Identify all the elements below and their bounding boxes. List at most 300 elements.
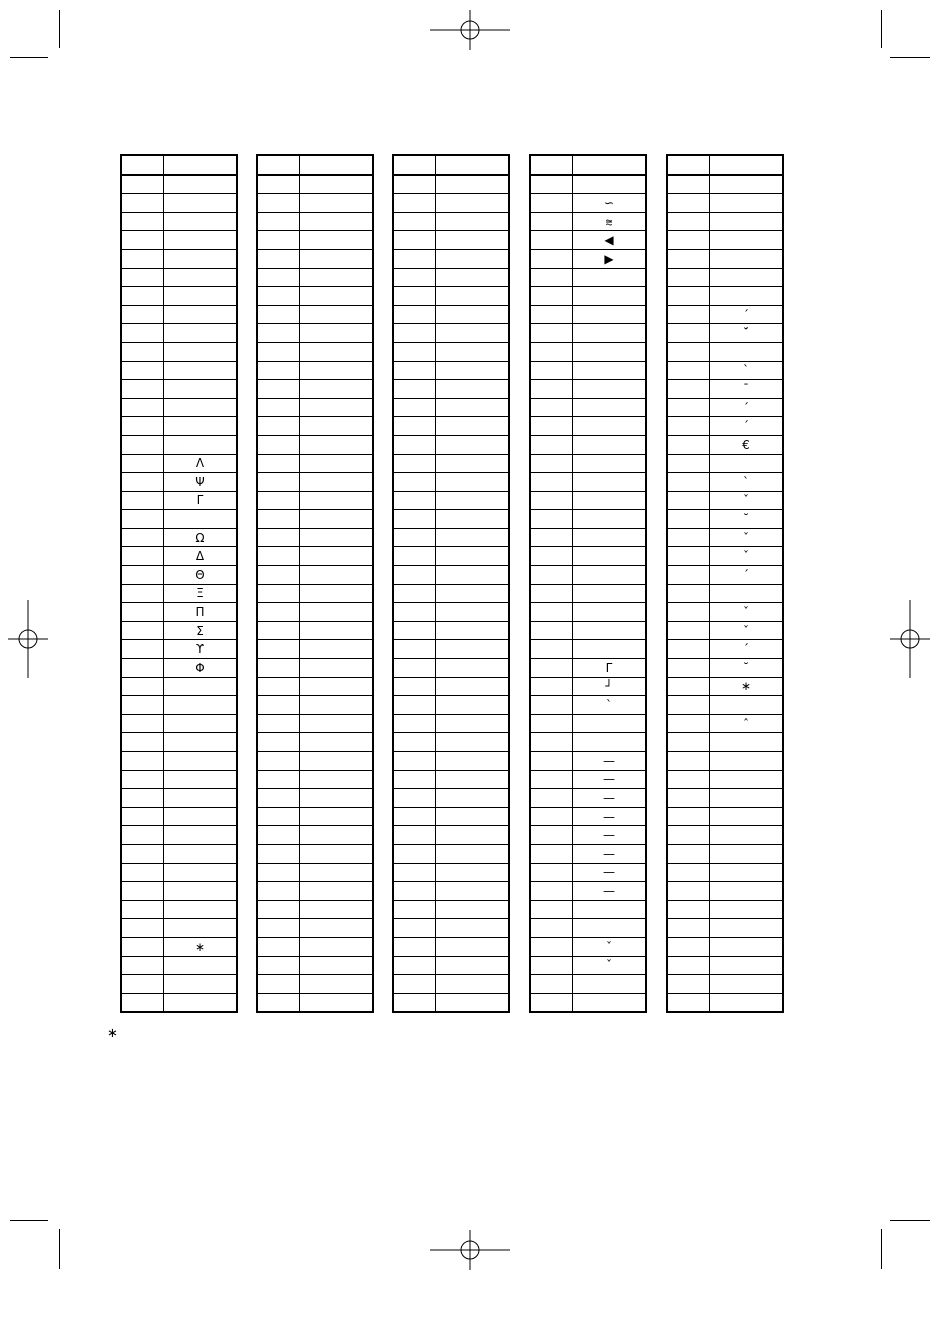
character-cell: —	[573, 826, 647, 845]
table-row	[530, 547, 646, 566]
table-row	[257, 324, 373, 343]
character-cell: ˊ	[710, 640, 784, 659]
table-row	[393, 863, 509, 882]
table-row	[530, 194, 646, 213]
code-cell	[393, 789, 436, 808]
table-row	[530, 900, 646, 919]
character-cell: ⩬	[573, 212, 647, 231]
code-cell	[530, 733, 573, 752]
code-cell	[530, 714, 573, 733]
character-cell	[436, 398, 510, 417]
character-cell	[300, 807, 374, 826]
code-cell	[121, 491, 164, 510]
code-cell	[667, 287, 710, 306]
code-cell	[667, 882, 710, 901]
registration-mark-left-icon	[8, 600, 48, 678]
code-cell	[667, 975, 710, 994]
registration-mark-bottom-icon	[430, 1230, 510, 1270]
table-row	[530, 621, 646, 640]
code-cell	[393, 640, 436, 659]
code-cell	[257, 900, 300, 919]
table-header-row	[530, 155, 646, 175]
character-cell	[164, 417, 238, 436]
table-row	[257, 659, 373, 678]
code-cell	[667, 510, 710, 529]
character-cell	[164, 194, 238, 213]
table-row	[121, 993, 237, 1012]
table-row	[530, 212, 646, 231]
character-cell: Σ	[164, 621, 238, 640]
code-cell	[121, 510, 164, 529]
table-row	[530, 844, 646, 863]
character-cell	[300, 789, 374, 808]
character-cell: —	[573, 770, 647, 789]
table-row	[393, 621, 509, 640]
character-cell	[300, 473, 374, 492]
character-cell: ┘	[573, 677, 647, 696]
code-cell	[667, 770, 710, 789]
code-cell	[257, 863, 300, 882]
character-cell	[300, 993, 374, 1012]
character-cell	[164, 175, 238, 194]
table-row	[121, 510, 237, 529]
table-row	[121, 603, 237, 622]
table-row	[393, 677, 509, 696]
character-cell: ˋ	[710, 473, 784, 492]
table-row	[530, 937, 646, 956]
character-cell	[573, 640, 647, 659]
character-cell	[436, 249, 510, 268]
code-cell	[667, 733, 710, 752]
code-cell	[667, 659, 710, 678]
table-row	[121, 770, 237, 789]
code-cell	[667, 696, 710, 715]
character-cell	[300, 547, 374, 566]
character-cell	[300, 287, 374, 306]
table-row	[393, 212, 509, 231]
character-cell	[710, 342, 784, 361]
table-row	[530, 603, 646, 622]
character-cell: Ω	[164, 528, 238, 547]
table-row	[257, 584, 373, 603]
table-row	[667, 937, 783, 956]
character-cell	[436, 826, 510, 845]
table-row	[393, 919, 509, 938]
character-cell	[436, 807, 510, 826]
code-cell	[667, 175, 710, 194]
table-row	[530, 752, 646, 771]
table-row	[530, 380, 646, 399]
code-cell	[530, 956, 573, 975]
code-cell	[257, 491, 300, 510]
character-cell	[164, 268, 238, 287]
code-cell	[393, 231, 436, 250]
code-cell	[393, 361, 436, 380]
table-row	[530, 361, 646, 380]
code-cell	[667, 919, 710, 938]
character-cell	[300, 621, 374, 640]
character-cell	[300, 937, 374, 956]
table-row	[257, 491, 373, 510]
table-row	[530, 640, 646, 659]
table-row	[393, 993, 509, 1012]
code-cell	[393, 528, 436, 547]
table-row	[667, 603, 783, 622]
character-cell: —	[573, 863, 647, 882]
code-cell	[667, 528, 710, 547]
character-cell	[300, 398, 374, 417]
code-cell	[667, 937, 710, 956]
table-row	[257, 603, 373, 622]
character-cell	[300, 175, 374, 194]
table-row	[667, 621, 783, 640]
character-cell	[710, 733, 784, 752]
table-row	[667, 528, 783, 547]
character-cell	[164, 714, 238, 733]
code-cell	[667, 361, 710, 380]
table-row	[257, 528, 373, 547]
character-cell	[436, 305, 510, 324]
character-cell	[436, 677, 510, 696]
character-cell	[436, 584, 510, 603]
table-row	[667, 231, 783, 250]
table-row	[257, 398, 373, 417]
table-row	[257, 547, 373, 566]
code-cell	[121, 937, 164, 956]
character-cell	[300, 770, 374, 789]
table-row	[121, 398, 237, 417]
character-cell	[300, 826, 374, 845]
table-row	[667, 510, 783, 529]
table-row	[667, 733, 783, 752]
code-cell	[257, 175, 300, 194]
character-cell	[164, 342, 238, 361]
character-cell	[573, 714, 647, 733]
character-cell	[710, 900, 784, 919]
character-cell	[164, 696, 238, 715]
table-row	[667, 342, 783, 361]
code-cell	[257, 789, 300, 808]
character-cell	[710, 696, 784, 715]
character-cell	[573, 584, 647, 603]
table-row	[667, 919, 783, 938]
table-row	[257, 268, 373, 287]
table-row	[393, 361, 509, 380]
table-row	[121, 342, 237, 361]
table-row	[121, 919, 237, 938]
character-table-3	[392, 154, 510, 1013]
character-cell	[573, 380, 647, 399]
code-cell	[530, 900, 573, 919]
character-cell	[436, 342, 510, 361]
character-cell	[436, 659, 510, 678]
character-cell	[436, 863, 510, 882]
character-cell	[300, 324, 374, 343]
table-row	[667, 696, 783, 715]
table-row	[530, 473, 646, 492]
character-cell	[300, 752, 374, 771]
table-row	[667, 882, 783, 901]
character-cell	[300, 714, 374, 733]
table-row	[121, 435, 237, 454]
code-cell	[393, 268, 436, 287]
table-row	[121, 454, 237, 473]
character-cell	[164, 305, 238, 324]
table-row	[667, 417, 783, 436]
table-row	[393, 547, 509, 566]
table-row	[667, 993, 783, 1012]
table-row	[393, 937, 509, 956]
character-cell: ˇ	[573, 937, 647, 956]
character-cell: Γ	[573, 659, 647, 678]
character-cell	[164, 882, 238, 901]
code-cell	[530, 398, 573, 417]
table-row	[121, 714, 237, 733]
character-cell	[573, 547, 647, 566]
character-cell	[436, 324, 510, 343]
table-row	[257, 380, 373, 399]
code-cell	[667, 789, 710, 808]
code-cell	[530, 863, 573, 882]
table-row	[257, 919, 373, 938]
table-row	[257, 714, 373, 733]
table-row	[121, 826, 237, 845]
character-cell	[300, 677, 374, 696]
character-cell	[300, 212, 374, 231]
table-row	[393, 752, 509, 771]
table-row	[393, 510, 509, 529]
character-cell	[164, 807, 238, 826]
character-cell	[164, 249, 238, 268]
table-row	[667, 175, 783, 194]
table-row	[121, 231, 237, 250]
code-cell	[393, 305, 436, 324]
code-cell	[121, 528, 164, 547]
character-cell: Θ	[164, 566, 238, 585]
code-cell	[393, 919, 436, 938]
character-cell	[573, 305, 647, 324]
character-cell	[300, 194, 374, 213]
table-row	[257, 789, 373, 808]
code-cell	[393, 696, 436, 715]
code-cell	[667, 212, 710, 231]
table-row	[257, 435, 373, 454]
character-table-1	[120, 154, 238, 1013]
code-cell	[257, 919, 300, 938]
code-cell	[121, 435, 164, 454]
crop-mark	[881, 10, 882, 48]
code-cell	[257, 807, 300, 826]
character-cell	[436, 287, 510, 306]
code-cell	[667, 268, 710, 287]
table-row	[530, 528, 646, 547]
code-cell	[121, 826, 164, 845]
code-cell	[393, 844, 436, 863]
table-row	[530, 268, 646, 287]
code-cell	[257, 975, 300, 994]
character-cell	[164, 956, 238, 975]
character-cell	[300, 659, 374, 678]
table-row	[667, 566, 783, 585]
table-row	[257, 175, 373, 194]
code-cell	[257, 696, 300, 715]
character-cell: ˇ	[710, 528, 784, 547]
code-cell	[393, 547, 436, 566]
code-cell	[393, 733, 436, 752]
code-cell	[393, 900, 436, 919]
character-cell	[436, 937, 510, 956]
table-row	[393, 435, 509, 454]
code-cell	[257, 212, 300, 231]
table-row	[530, 454, 646, 473]
character-cell	[300, 863, 374, 882]
code-cell	[667, 380, 710, 399]
character-cell	[436, 380, 510, 399]
table-row	[667, 584, 783, 603]
code-cell	[257, 640, 300, 659]
character-cell	[573, 528, 647, 547]
character-cell: Ψ	[164, 473, 238, 492]
character-cell	[710, 826, 784, 845]
character-cell	[710, 155, 784, 175]
code-cell	[393, 473, 436, 492]
table-row	[530, 863, 646, 882]
table-row	[257, 733, 373, 752]
code-cell	[257, 528, 300, 547]
character-cell	[710, 789, 784, 808]
table-row	[667, 826, 783, 845]
table-row	[393, 473, 509, 492]
character-cell	[573, 398, 647, 417]
code-cell	[667, 603, 710, 622]
code-cell	[667, 826, 710, 845]
table-row	[530, 826, 646, 845]
table-row	[121, 752, 237, 771]
table-row	[121, 566, 237, 585]
character-cell	[573, 342, 647, 361]
table-row	[530, 770, 646, 789]
table-row	[667, 491, 783, 510]
code-cell	[393, 603, 436, 622]
character-cell	[436, 547, 510, 566]
code-cell	[393, 621, 436, 640]
code-cell	[530, 566, 573, 585]
code-cell	[121, 956, 164, 975]
crop-mark	[59, 1229, 60, 1269]
character-cell	[710, 268, 784, 287]
table-row	[393, 175, 509, 194]
table-row	[667, 268, 783, 287]
table-row	[667, 249, 783, 268]
table-row	[257, 696, 373, 715]
table-row	[667, 975, 783, 994]
code-cell	[121, 175, 164, 194]
code-cell	[121, 194, 164, 213]
code-cell	[393, 212, 436, 231]
code-cell	[667, 900, 710, 919]
code-cell	[393, 863, 436, 882]
table-row	[257, 566, 373, 585]
code-cell	[121, 770, 164, 789]
character-cell	[710, 956, 784, 975]
table-row	[530, 305, 646, 324]
table-row	[393, 640, 509, 659]
character-cell	[300, 417, 374, 436]
table-row	[667, 956, 783, 975]
code-cell	[257, 417, 300, 436]
crop-mark	[890, 1220, 930, 1221]
table-row	[257, 361, 373, 380]
character-cell: —	[573, 882, 647, 901]
character-cell	[710, 975, 784, 994]
table-row	[257, 454, 373, 473]
table-row	[257, 640, 373, 659]
character-cell: ˋ	[710, 361, 784, 380]
code-cell	[667, 993, 710, 1012]
code-cell	[530, 510, 573, 529]
character-cell	[710, 231, 784, 250]
character-cell	[164, 844, 238, 863]
table-row	[121, 956, 237, 975]
table-row	[667, 547, 783, 566]
table-row	[667, 212, 783, 231]
code-cell	[257, 380, 300, 399]
table-row	[667, 677, 783, 696]
character-cell	[436, 268, 510, 287]
code-cell	[257, 937, 300, 956]
code-cell	[257, 584, 300, 603]
code-cell	[257, 249, 300, 268]
code-cell	[530, 305, 573, 324]
table-row	[667, 900, 783, 919]
code-cell	[257, 714, 300, 733]
table-row	[530, 993, 646, 1012]
character-cell: ˊ	[710, 398, 784, 417]
character-cell: —	[573, 752, 647, 771]
character-cell	[164, 752, 238, 771]
table-row	[257, 342, 373, 361]
character-cell: ∽	[573, 194, 647, 213]
code-cell	[393, 249, 436, 268]
character-cell	[164, 398, 238, 417]
table-row	[257, 900, 373, 919]
character-cell	[710, 584, 784, 603]
table-row	[530, 249, 646, 268]
character-cell	[710, 287, 784, 306]
table-row	[257, 807, 373, 826]
table-row	[530, 733, 646, 752]
character-cell	[436, 733, 510, 752]
character-cell	[164, 287, 238, 306]
code-cell	[530, 454, 573, 473]
code-cell	[121, 361, 164, 380]
table-row	[393, 417, 509, 436]
character-cell	[573, 491, 647, 510]
code-cell	[257, 268, 300, 287]
character-cell	[573, 324, 647, 343]
character-cell	[573, 900, 647, 919]
table-row	[257, 305, 373, 324]
code-cell	[121, 268, 164, 287]
table-row	[393, 584, 509, 603]
character-cell: ˆ	[710, 714, 784, 733]
character-table-5	[666, 154, 784, 1013]
code-cell	[257, 603, 300, 622]
code-cell	[121, 919, 164, 938]
code-cell	[530, 249, 573, 268]
code-cell	[257, 194, 300, 213]
table-row	[121, 324, 237, 343]
